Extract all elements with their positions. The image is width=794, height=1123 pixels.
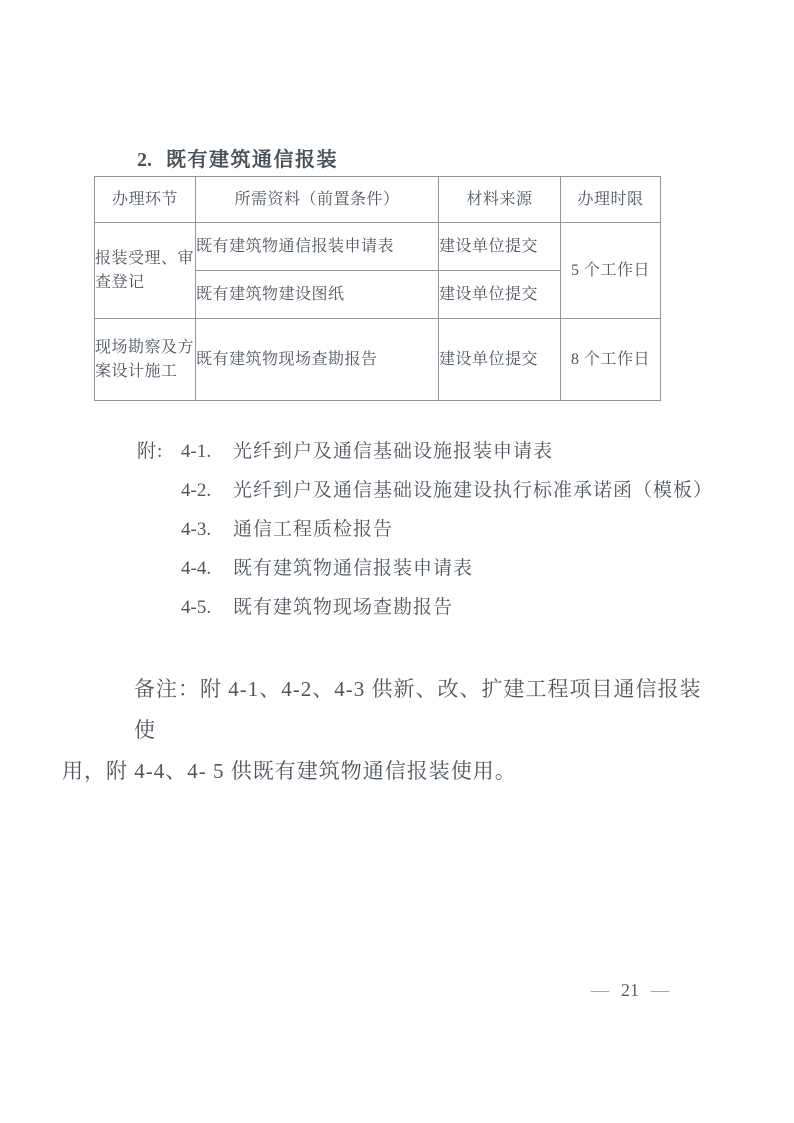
attachment-number: 4-3. [181,519,212,540]
attachment-item [137,475,713,514]
attachment-label: 既有建筑物现场查勘报告 [233,597,454,618]
table-header-row [95,177,661,223]
footer-dash-right: — [651,980,669,1000]
header-source: 材料来源 [439,177,561,223]
attachment-label: 通信工程质检报告 [233,519,394,540]
source-cell: 建设单位提交 [439,271,561,319]
source-cell: 建设单位提交 [439,319,561,401]
table-row [95,319,661,401]
procedure-table [94,176,661,401]
source-cell: 建设单位提交 [439,223,561,271]
attachment-label: 既有建筑物通信报装申请表 [233,558,474,579]
attachment-number: 4-5. [181,597,212,618]
section-title: 既有建筑通信报装 [166,149,338,171]
header-time-limit: 办理时限 [561,177,661,223]
attachment-prefix: 附: [137,441,164,462]
page-number-footer [575,980,685,1001]
attachment-number: 4-1. [181,441,212,462]
material-cell: 既有建筑物建设图纸 [196,271,439,319]
attachment-item [137,553,713,592]
note-line: 备注：附 4-1、4-2、4-3 供新、改、扩建工程项目通信报装使 [134,677,702,742]
attachment-number: 4-2. [181,480,212,501]
attachment-label: 光纤到户及通信基础设施建设执行标准承诺函（模板） [233,480,714,501]
note-line: 用，附 4-4、4- 5 供既有建筑物通信报装使用。 [62,759,517,783]
attachment-label: 光纤到户及通信基础设施报装申请表 [233,441,554,462]
material-cell: 既有建筑物现场查勘报告 [196,319,439,401]
attachment-item [137,436,713,475]
header-stage: 办理环节 [95,177,196,223]
time-limit-cell: 8 个工作日 [561,319,661,401]
attachment-list [137,436,713,631]
section-number: 2. [137,149,152,171]
time-limit-cell: 5 个工作日 [561,223,661,319]
attachment-number: 4-4. [181,558,212,579]
footer-dash-left: — [591,980,609,1000]
note-paragraph [62,669,710,792]
stage-cell-survey: 现场勘察及方案设计施工 [95,319,196,401]
header-materials: 所需资料（前置条件） [196,177,439,223]
page-number: 21 [621,980,639,1000]
attachment-item [137,592,713,631]
stage-cell-acceptance: 报装受理、审查登记 [95,223,196,319]
material-cell: 既有建筑物通信报装申请表 [196,223,439,271]
section-heading [137,143,338,172]
table-row [95,223,661,271]
attachment-item [137,514,713,553]
